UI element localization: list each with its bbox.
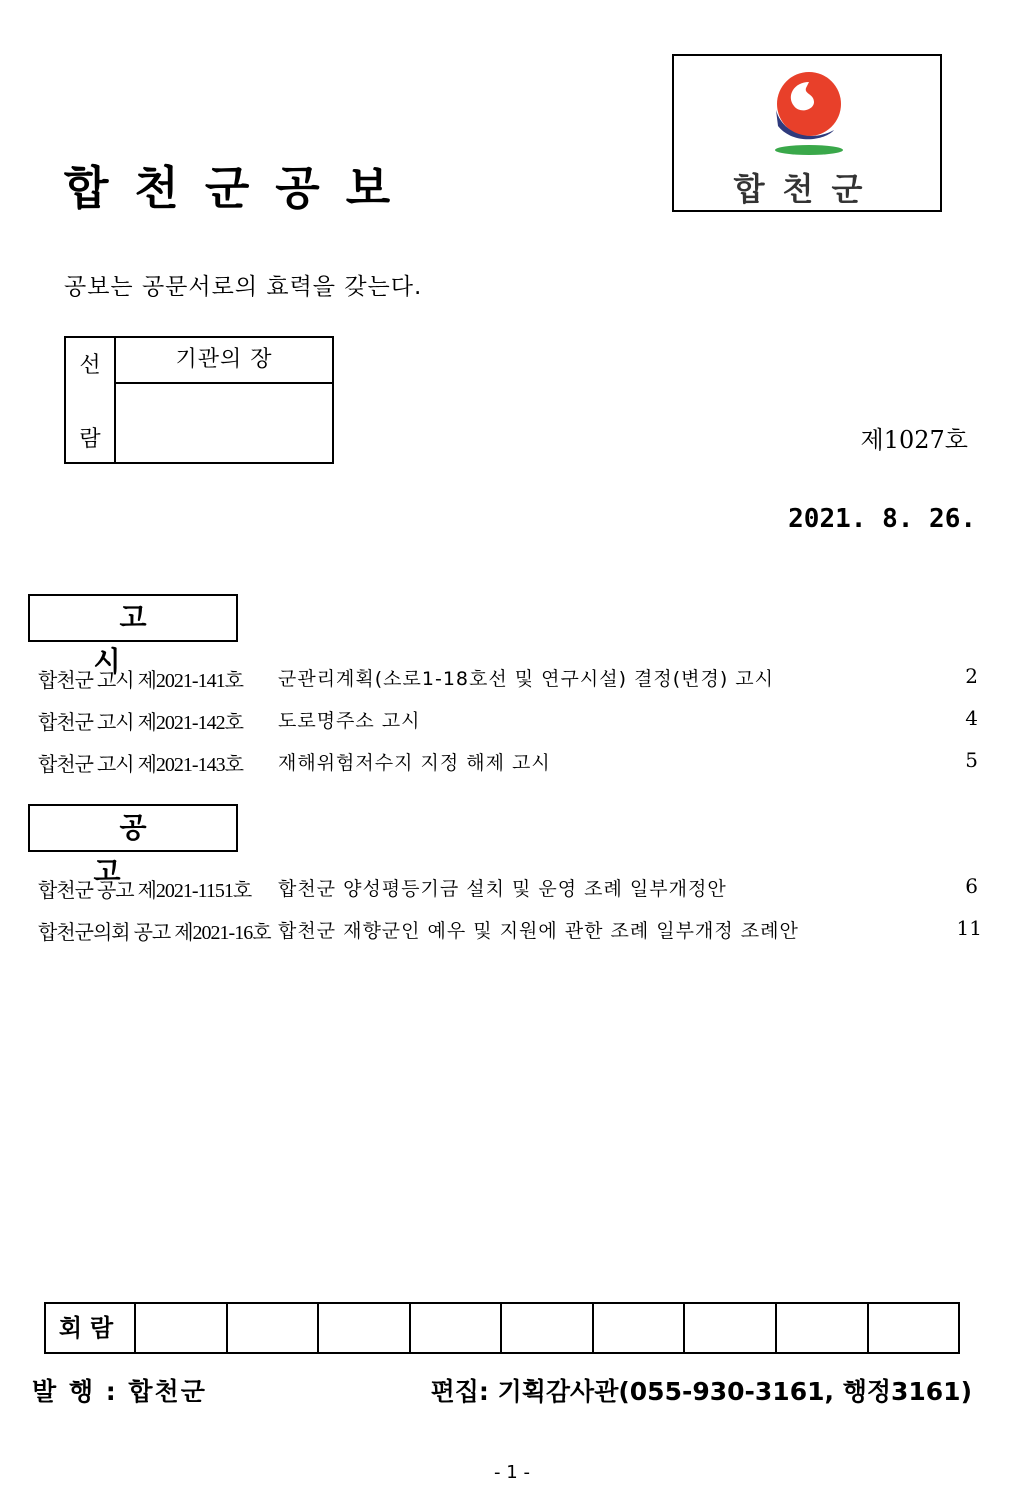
subtitle: 공보는 공문서로의 효력을 갖는다.	[64, 274, 423, 300]
circulation-label: 회람	[46, 1304, 136, 1352]
issue-number: 제1027호	[860, 426, 968, 454]
circulation-box	[44, 1302, 960, 1354]
page-title: 합천군공보	[64, 161, 417, 215]
logo-text: 합천군	[733, 170, 881, 208]
circulation-cell	[502, 1304, 594, 1352]
toc-title: 군관리계획(소로1-18호선 및 연구시설) 결정(변경) 고시	[278, 668, 775, 690]
circulation-cell	[777, 1304, 869, 1352]
issue-date: 2021. 8. 26.	[788, 504, 976, 534]
circulation-cell	[685, 1304, 777, 1352]
circulation-cell	[411, 1304, 503, 1352]
circulation-cell	[869, 1304, 959, 1352]
page-number: - 1 -	[494, 1462, 530, 1483]
toc-row[interactable]	[38, 874, 978, 904]
toc-title: 도로명주소 고시	[278, 710, 421, 732]
toc-title: 합천군 재향군인 예우 및 지원에 관한 조례 일부개정 조례안	[278, 920, 799, 942]
toc-page: 2	[965, 664, 978, 688]
toc-ref: 합천군 고시 제2021-143호	[38, 754, 243, 776]
circulation-cell	[136, 1304, 228, 1352]
publisher: 발 행 : 합천군	[32, 1377, 207, 1406]
editor-contact: 편집: 기획감사관(055-930-3161, 행정3161)	[430, 1377, 972, 1406]
toc-row[interactable]	[38, 916, 982, 946]
toc-ref: 합천군 고시 제2021-141호	[38, 670, 243, 692]
circulation-cell	[319, 1304, 411, 1352]
approval-box	[64, 336, 334, 464]
toc-title: 합천군 양성평등기금 설치 및 운영 조례 일부개정안	[278, 878, 727, 900]
toc-ref: 합천군 고시 제2021-142호	[38, 712, 243, 734]
approval-header: 기관의 장	[116, 338, 332, 384]
toc-ref: 합천군의회 공고 제2021-16호	[38, 922, 271, 944]
county-logo	[672, 54, 942, 212]
toc-page: 4	[965, 706, 978, 730]
approval-side-column	[66, 338, 116, 462]
toc-row[interactable]	[38, 706, 978, 736]
toc-page: 11	[956, 916, 982, 940]
approval-side-label-top: 선	[79, 353, 101, 378]
county-emblem-icon	[764, 66, 854, 158]
toc-row[interactable]	[38, 664, 978, 694]
section-heading-notices: 고시	[28, 594, 238, 642]
section-heading-announcements: 공고	[28, 804, 238, 852]
circulation-cell	[594, 1304, 686, 1352]
circulation-cell	[228, 1304, 320, 1352]
toc-page: 5	[965, 748, 978, 772]
toc-row[interactable]	[38, 748, 978, 778]
toc-page: 6	[965, 874, 978, 898]
approval-side-label-bottom: 람	[79, 427, 101, 452]
toc-title: 재해위험저수지 지정 해제 고시	[278, 752, 551, 774]
toc-ref: 합천군 공고 제2021-1151호	[38, 880, 252, 902]
